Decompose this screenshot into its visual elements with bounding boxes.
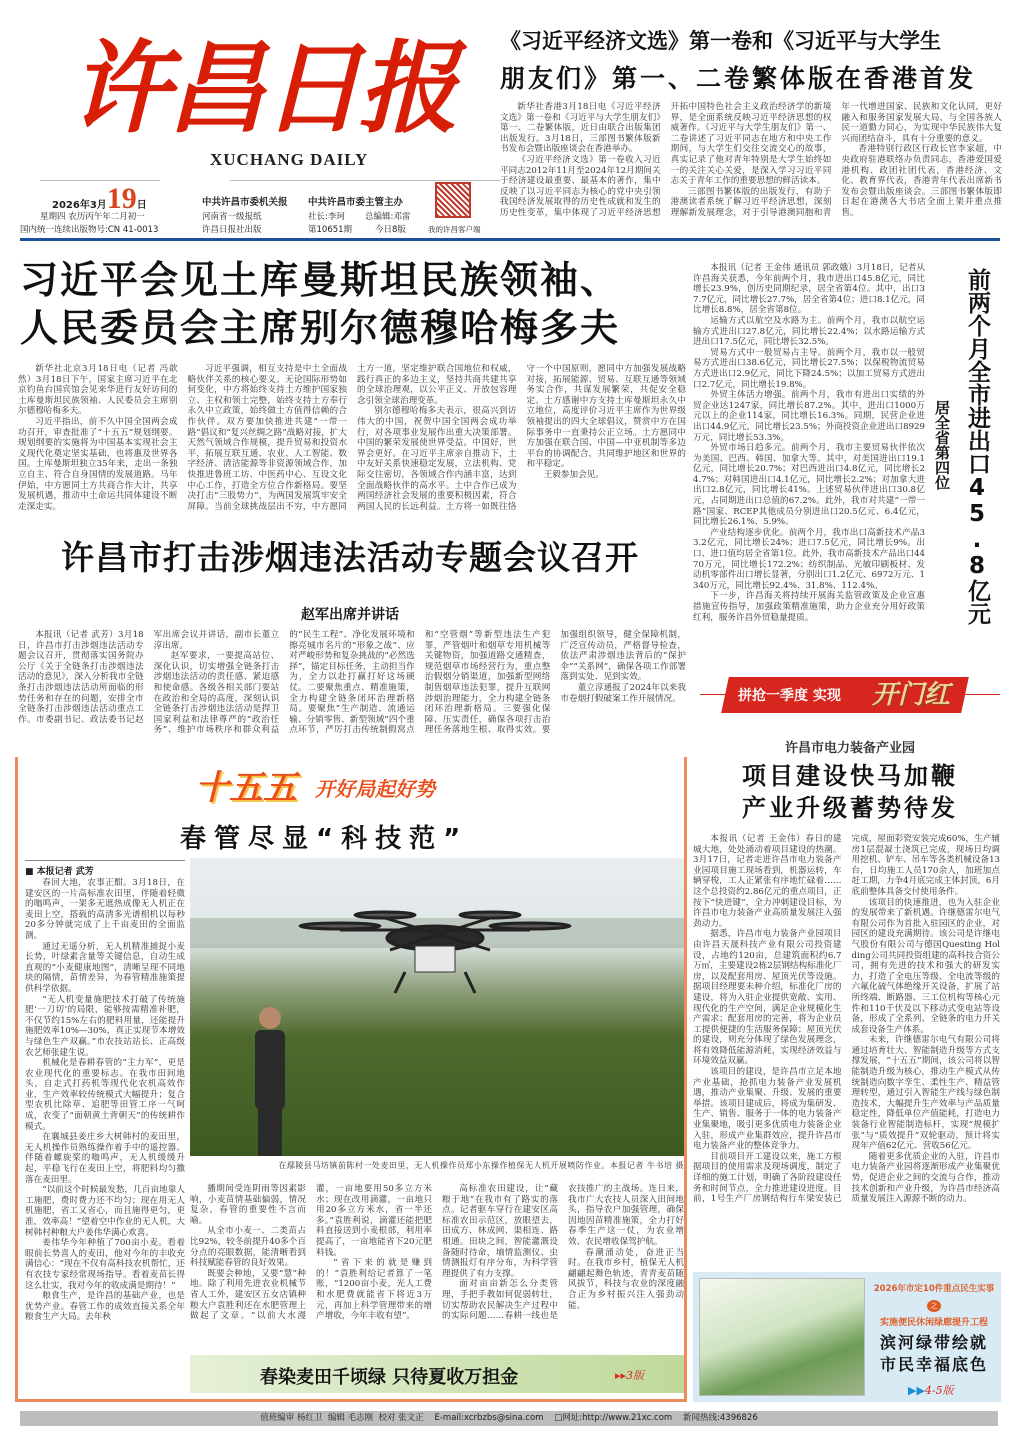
- org-level: 河南省一级报纸: [202, 212, 262, 222]
- masthead-rule: [20, 238, 1000, 241]
- paragraph: 既要会种地，又要“慧”种地。除了利用先进农业机械节省人工外，建安区五女店镇种粮大户袁胜利还在水肥管理上做起了文章。“以前大水漫灌，一亩地要用50多立方米水；现在改用滴灌，一亩地只用20多立方米水，省一半还多。”袁胜利说，滴灌还能把肥料直接送到小麦根部，利用率提高了，一亩地能省下20元肥料钱。: [190, 1184, 432, 1322]
- paragraph: 姜伟华今年种植了700亩小麦。看着眼前长势喜人的麦田，他对今年的丰收充满信心：“现在不仅有高科技农机帮忙，还有农技专家经常现场指导。看着麦苗长得这么壮实，我对今年的收成满是期待！”: [25, 1238, 185, 1291]
- paragraph: 新华社北京3月18日电（记者 冯歆然）3月18日下午，国家主席习近平在北京钓鱼台国宾馆会见来华进行友好访问的土库曼斯坦民族领袖、人民委员会主席别尔德穆哈梅多夫。: [18, 364, 178, 417]
- photo-caption: 在鄢陵县马坊镇前陈村一处麦田里，无人机操作员郑小东操作植保无人机开展喷防作业。本报记者 牛书培 摄: [278, 1161, 684, 1170]
- paragraph: 高标准农田建设，让“藏粮于地”在我市有了路实的落点。记者驱车穿行在建安区高标准农田示范区，放眼望去，田成方、林成网、渠相连、路相通。田块之间，智能灌溉设备随时待命，墒情监测仪、虫情测报灯有序分布，为科学管理提供了有力支撑。: [442, 1184, 558, 1279]
- headline-line: 人民委员会主席别尔德穆哈梅多夫: [20, 306, 621, 350]
- trade-story-headline[interactable]: 前两个月全市进出口45.8亿元: [964, 268, 990, 625]
- paragraph: 在襄城县姜庄乡大树韩村的麦田里，无人机操作员熟练操作着手中的遥控器。伴随着螺旋桨的嗡鸣声，无人机缓缓升起，平稳飞行在麦田上空，将肥料均匀撒落在麦田里。: [25, 1132, 185, 1185]
- paragraph: 香港特别行政区行政长官李家超，中央政府驻港联络办负责同志，香港爱国爱港机构、政团社团代表，香港经济、文化、教育界代表，香港青年代表出席新书发布会暨出版座谈会。三部图书繁体版即日起在港澳各大书店全面上架并重点推售。: [841, 144, 1002, 218]
- paragraph: 未来，许继德雷尔电气有限公司将通过培育壮大、智能制造升级等方式支撑发展，“十五五”期间，该公司将以智能制造升级为核心，推动生产模式从传统制造向数字孪生、柔性生产、精益管理转型，通过引入智能生产线与绿色制造技术，大幅提升生产效率与产品质量稳定性，降低单位产值能耗，打造电力装备行业智能制造标杆，实现“规模扩张”与“质效提升”双轮驱动，预计将实现年产值62亿元、营收56亿元。: [851, 1035, 1000, 1152]
- promo-page-ref: ▶▶4-5版: [908, 1384, 954, 1397]
- banner-slogan: 开好局起好势: [315, 777, 435, 801]
- promo-line2: 实施便民休闲绿廊提升工程: [879, 1318, 988, 1328]
- paragraph: 外贸市场日趋多元。前两个月，我市主要贸易伙伴依次为美国、巴西、韩国、加拿大等。其中，对美国进出口19.1亿元，同比增长20.7%；对巴西进出口4.8亿元，同比增长24.7%；对韩国进出口4.1亿元，同比增长2.2%；对加拿大进出口2.8亿元，同比增长41%。上述贸易伙伴进出口30.8亿元，占同期进出口总值的67.2%。此外，我市对共建“一带一路”国家、RCEP其他成员分别进出口20.5亿元、6.4亿元，同比增长26.1%、5.9%。: [693, 443, 925, 528]
- promo-connector: 之: [927, 1300, 941, 1312]
- drone-icon: [190, 858, 684, 1156]
- footer-bar: 值班编审 杨红卫 编辑 毛志刚 校对 张文正 E-mail:xcrbzbs@sina.com □网址:http://www.21xc.com 新闻热线:4396826: [20, 1411, 998, 1426]
- date-prefix: 2026年3月: [52, 200, 107, 211]
- tobacco-story-body: [18, 630, 686, 736]
- paragraph: 下一步，许昌海关将持续开展海关监管政策及企业宣惠措施宣传指导，加强政策精准施策，助力企业充分用好政策红利，服务许昌外贸稳量提质。: [693, 591, 925, 623]
- continued-story-title: 春染麦田千顷绿 只待夏收万担金: [260, 1367, 519, 1388]
- paragraph: 目前项目开工建设以来，施工方根据项目的使用需求及现场调度，制定了详细的施工计划，明确了各阶段建设任务和时间节点，全力推进建设进度。目前，1号生产厂房钢结构行车梁安装已完成，屋面彩瓷安装完成60%，生产辅房1层混凝土浇筑已完成，现场日均调用挖机、铲车、吊车等各类机械设备13台，日均施工人员170余人，加班加点赶工期，力争4月底完成主体封顶，6月底前整体具备交付使用条件。: [693, 834, 1000, 1205]
- byline-text: 本报记者 武芳: [36, 867, 94, 877]
- trade-story-subtitle: 居全省第四位: [933, 400, 951, 490]
- continued-story-link[interactable]: [190, 1355, 684, 1393]
- paragraph: 外贸主体活力增强。前两个月，我市有进出口实绩的外贸企业达1247家，同比增长87.2%。其中，进出口1000万元以上的企业114家，同比增长16.3%。同期，民营企业进出口44.9亿元，同比增长23.5%；外商投资企业进出口8929万元，同比增长53.3%。: [693, 390, 925, 443]
- paragraph: 随着更多优质企业的入驻，许昌市电力装备产业园将逐渐形成产业集聚优势，促进企业之间的交流与合作，推动技术创新和产业升级，为许昌市经济高质量发展注入源源不断的动力。: [851, 1151, 1000, 1205]
- promo-box[interactable]: [693, 1272, 1001, 1402]
- org-publisher: 许昌日报社出版: [202, 225, 262, 235]
- cn-number: 国内统一连续出版物号:CN 41-0013: [20, 225, 159, 235]
- trade-story-body: [693, 263, 925, 623]
- paragraph: “以前这个时候最发愁，几百亩地靠人工施肥，费时费力还不均匀；现在用无人机施肥，省工又省心，而且施得更匀，更准，效率高！”望着空中作业的无人机，大树韩村种粮大户姜伟华满心欢喜。: [25, 1185, 185, 1238]
- paragraph: 新华社香港3月18日电《习近平经济文选》第一卷和《习近平与大学生朋友们》第一、二卷繁体版，近日由联合出版集团出版发行。3月18日，三部图书繁体版新书发布会暨出版座谈会在香港举办。: [500, 102, 661, 155]
- date-suffix: 日: [136, 200, 147, 211]
- page-count: 今日8版: [375, 225, 406, 235]
- paragraph: 春回大地，农事正酣。3月18日，在建安区的一片高标准农田里，伴随着轻微的嗡鸣声，一架多无遮热成像无人机正在麦田上空，搭载的高清多光谱相机以每秒20多分钟就完成了上千亩麦田的全面监测。: [25, 878, 185, 941]
- qr-code-icon[interactable]: [435, 182, 471, 218]
- paragraph: 习近平指出，前不久中国全国两会成功召开，审查批准了“十五五”规划纲要。规划纲要的实施将为中国基本实现社会主义现代化奠定坚实基础，也将惠及世界各国。土库曼斯坦独立35年来，走出一条独立自主、符合自身国情的发展道路。马年伊始，中方愿同土方共商合作大计，共享发展机遇，推动中土命运共同体建设不断走深走实。: [18, 416, 178, 512]
- sponsor: 中共许昌市委主管主办: [308, 197, 404, 208]
- banner-fifteen-five: 十五五: [195, 768, 297, 808]
- promo-title-line: 滨河绿带绘就: [879, 1333, 988, 1352]
- page-ref: ▸▸3版: [615, 1369, 645, 1382]
- top-story-body: [500, 102, 1002, 219]
- masthead-english: XUCHANG DAILY: [210, 150, 369, 169]
- paragraph: “省下来的就是赚到的！”袁胜利给记者算了一笔账，“1200亩小麦，光人工费和水肥费就能省下将近3万元，再加上科学管理带来的增产增收，今年丰收有望”。: [316, 1258, 432, 1322]
- paragraph: 春潮涌动处，奋进正当时。在我市乡村，植保无人机翩翩起舞色轨迹，青青麦苗随风拔节，科技与农业的深度融合正为乡村振兴注入强劲动能。: [568, 1247, 684, 1311]
- paragraph: 该项目的快速推进，也为入驻企业的发展带来了新机遇。许继德雷尔电气有限公司作为首批入驻园区的企业，对园区的建设充满期待。该公司是许继电气股份有限公司与德国Questing Holding公司共同投资组建的高科技合资公司，拥有先进的技术和强大的研发实力，打造了全电压等级、全电流等级的六氟化硫气体绝缘开关设备，扩展了站所终端、断路器、三工位机构等核心元件和110千伏及以下移动式变电站等设备，形成了全系列、全链条的电力开关成套设备生产体系。: [851, 897, 1000, 1035]
- president: 社长:李珂: [308, 212, 345, 222]
- org-party: 中共许昌市委机关报: [202, 197, 288, 208]
- paragraph: 产业结构逐步优化。前两个月，我市出口高新技术产品33.2亿元，同比增长24%；进口7.5亿元，同比增长9%。出口、进口值均居全省第1位。此外，我市高新技术产品出口4470万元，同比增长172.2%；纺织制品、光敏印刷板材、发动机零部件出口增长显著，分别出口1.2亿元、6972万元、1340万元，同比增长92.4%、31.8%、112.4%。: [693, 527, 925, 591]
- paragraph: 三部图书繁体版的出版发行，有助于港澳读者系统了解习近平经济思想，深刻理解新发展理念，对于引导港澳同胞和青年一代增进国家、民族和文化认同，更好融入和服务国家发展大局，与全国各族人民一道勠力同心，为实现中华民族伟大复兴而团结奋斗，具有十分重要的意义。: [670, 102, 1002, 218]
- date-day: 19: [106, 182, 137, 215]
- paragraph: 贸易方式中一般贸易占主导。前两个月，我市以一般贸易方式进出口38.6亿元，同比增长27.5%；以保税物流贸易方式进出口2.9亿元，同比下降24.5%；以加工贸易方式进出口2.7亿元，同比增长19.8%。: [693, 347, 925, 390]
- feature-headline[interactable]: 春管尽显“科技范”: [180, 824, 469, 854]
- headline-line: 习近平会见土库曼斯坦民族领袖、: [20, 258, 621, 302]
- banner-text: 拼抢一季度 实现: [738, 688, 841, 704]
- main-story-body: [18, 364, 686, 512]
- paragraph: 通过无遥分析，无人机精准捕捉小麦长势，叶绿素含量等关键信息，自动生成直观的“小麦健康地图”，清晰呈现不同地块的隔情，苗情差异，为春管精准施策提供科学依据。: [25, 941, 185, 994]
- paragraph: 播期间受连阴雨等因素影响，小麦苗情基础偏弱，情况复杂，春管的重要性不言而喻。: [190, 1184, 306, 1226]
- paragraph: 董立淳通报了2024年以来我市卷烟打假破案工作开展情况。: [560, 682, 686, 704]
- paragraph: 该项目的建设，是许昌市立足本地产业基础，抢抓电力装备产业发展机遇，推动产业集聚、升级、发展的重要举措。该项目建成后，将成为集研发、生产、销售、服务于一体的电力装备产业集聚地，吸引更多优质电力装备企业入驻，形成产业集群效应，提升许昌市电力装备产业的整体竞争力。: [693, 1067, 842, 1152]
- power-story-body: [693, 834, 1000, 1205]
- paragraph: 赵军要求，一要提高站位、深化认识，切实增强全链条打击涉烟违法活动的责任感、紧迫感和使命感。各级各相关部门要站在政治和全局的高度，深刻认识全链条打击涉烟违法活动是捍卫国家利益和法律尊严的“政治任务”、维护市场秩序和群众利益的“民生工程”、净化发展环境和擦亮城市名片的“形象之战”、应对严峻形势和复杂挑战的“必然选择”，锚定目标任务，主动担当作为，全力以赴打赢打好这场硬仗。二要聚焦重点、精准施策，全力构建全链条闭环治理新格局。要聚焦“生产制造、流通运输、分销零售、新型领域”四个重点环节，严厉打击传统制假窝点和“空管烟”等新型违法生产犯罪，严管烟叶和烟草专用机械等关键物资，加强道路交通精查，规范烟草市场经营行为，重点整治假烟分销渠道，加强新型网络制售烟草违法犯罪，提升互联网涉烟治理能力，全力构建全链条闭环治理新格局。三要强化保障、压实责任，确保各项打击治理任务落地生根、取得实效。要加强组织领导，健全保障机制，广泛宣传动员，严格督导检查，依法严肃涉烟违法背后的“保护伞”“关系网”，确保各项工作部署落到实处、见到实效。: [153, 630, 686, 736]
- power-story-headline[interactable]: [690, 760, 1010, 824]
- weekday-lunar: 星期四 农历丙午年二月初一: [40, 212, 145, 222]
- top-story-headline[interactable]: [500, 22, 1010, 98]
- issue-number: 第10651期: [308, 225, 353, 235]
- qr-label: 我的许昌客户端: [428, 225, 481, 234]
- paragraph: 本报讯（记者 王金伟 通讯员 郭政娥）3月18日，记者从许昌海关获悉，今年前两个月，我市进出口45.8亿元，同比增长23.9%，创历史同期纪录，居全省第4位。其中，出口37.7亿元，同比增长27.7%，居全省第4位；进口8.1亿元，同比增长8.8%，居全省第8位。: [693, 263, 925, 316]
- paragraph: “无人机变量施肥技术打破了传统施肥‘一刀切’的局限，能够按需精准补肥，不仅节约15%左右的肥料用量，还能提升施肥效率10%—30%，真正实现节本增效与绿色生产双赢。”市农技站站长、正高级农艺师张建生说。: [25, 994, 185, 1058]
- chief-editor: 总编辑:邓雷: [365, 212, 411, 222]
- paragraph: 本报讯（记者 武芳）3月18日，许昌市打击涉烟违法活动专题会议召开，贯彻落实国务院办公厅《关于全链条打击涉烟违法活动的意见》，深入分析我市全链条打击涉烟违法活动所面临的形势任务和存在的问题，安排全市全链条打击涉烟违法活动重点工作。市委副书记、政法委书记赵军出席会议并讲话，副市长董立淳出席。: [18, 630, 280, 725]
- headline-line: 《习近平经济文选》第一卷和《习近平与大学生: [500, 29, 941, 53]
- paragraph: 据悉，许昌市电力装备产业园项目由许昌天晟科技产业有限公司投资建设，占地约120亩，总建筑面积约6.7万㎡，主要建设2栋2层钢结构标准化厂房，以及配套用房、屋顶光伏等设施。据项目经理要未种介绍，标准化厂房的建设，将为入驻企业提供宽敞、实用、现代化的生产空间，满足企业规模化生产需求；配套用房的完善，将为企业员工提供便捷的生活服务保障；屋顶光伏的建设，则充分体现了绿色发展理念，将有效降低能源消耗，实现经济效益与环境效益双赢。: [693, 929, 842, 1067]
- power-story-kicker: 许昌市电力装备产业园: [784, 741, 915, 756]
- promo-line1: 2026年市定10件重点民生实事: [873, 1284, 995, 1294]
- promo-title-line: 市民幸福底色: [879, 1355, 988, 1374]
- feature-banner: [195, 760, 485, 806]
- promo-title: [867, 1332, 1001, 1376]
- drone-wheat-field-photo: [190, 858, 684, 1156]
- paragraph: 别尔德穆哈梅多夫表示，很高兴到访伟大的中国，祝贺中国全国两会成功举行，对各项事业发展作出重大决策部署。中国的繁荣发展使世界受益。中国好，世界会更好。在习近平主席亲自推动下，土中友好关系快速稳定发展，立法机构、党际交往密切，各领域合作内涵丰富，达到全面战略伙伴的高水平。土中合作已成为两国经济社会发展的重要积极因素，符合两国人民的长远利益。土方将一如既往恪守一个中国原则，愿同中方加强发展战略对接，拓展能源、贸易、互联互通等领域务实合作，共谋发展繁荣，共促安全稳定。土方感谢中方支持土库曼斯坦永久中立地位，高度评价习近平主席作为世界级领袖提出的四大全球倡议，赞赏中方在国际事务中一直秉持公正立场。土方愿同中方加强在联合国、中国—中亚机制等多边平台的协调配合，共同维护地区和世界的和平稳定。: [357, 364, 686, 512]
- masthead-info: [20, 180, 500, 235]
- paragraph: 机械化是春耕春管的“主力军”，更是农业现代化的重要标志。在我市田间地头，自走式打药机等现代化农机高效作业，生产效率较传统模式大幅提升；复合型农机比除草、追肥等田管工序一气呵成，农变了“面朝黄土背朝天”的传统耕作模式。: [25, 1058, 185, 1132]
- promo-page-ref-text: 4-5版: [924, 1384, 954, 1397]
- headline-line: 朋友们》第一、二卷繁体版在香港首发: [500, 64, 977, 93]
- paragraph: 从全市小麦一、二类苗占比92%，较冬前提升40多个百分点的亮眼数据，能清晰看到科技赋能春管的良好效果。: [190, 1226, 306, 1269]
- paragraph: 粮食生产，是许昌的基础产业，也是优势产业。春管工作的成效直接关系全年粮食生产大局。去年秋: [25, 1291, 185, 1323]
- feature-byline: ■ 本报记者 武芳: [25, 860, 185, 877]
- feature-left-body: [25, 878, 185, 1323]
- feature-bottom-body: [190, 1184, 684, 1322]
- banner-script: 开门红: [872, 680, 951, 710]
- masthead-logo: 许昌日报: [70, 29, 454, 147]
- paragraph: 习近平强调，相互支持是中土全面战略伙伴关系的核心要义。无论国际形势如何变化，中方将始终支持土方维护国家独立、主权和领土完整，始终支持土方奉行永久中立政策，始终做土方值得信赖的合作伙伴。双方要加快推进共建“一带一路”倡议和“复兴丝绸之路”战略对接，扩大天然气领域合作规模，提升贸易和投资水平，拓展互联互通、农业、人工智能、数字经济、清洁能源等非资源领域合作，加快推进鲁班工坊、中医药中心、互设文化中心工作，打造全方位合作新格局。要坚决打击“三股势力”，为两国发展筑牢安全屏障。当前全球挑战层出不穷，中方愿同土方一道，坚定维护联合国地位和权威，践行真正的多边主义，坚持共商共建共享的全球治理观，以公平正义、开放包容理念引领全球治理变革。: [187, 364, 517, 512]
- page-ref-text: 3版: [626, 1369, 645, 1382]
- main-story-headline[interactable]: [20, 256, 690, 352]
- headline-line: 项目建设快马加鞭: [742, 762, 958, 790]
- headline-line: 产业升级蓄势待发: [742, 794, 958, 822]
- paragraph: 本报讯（记者 王金伟）春日的建城大地，处处涌动着项目建设的热潮。3月17日，记者走进许昌市电力装备产业园项目施工现场看到，机器运转，车辆穿梭，工人正紧张有序地忙碌着……这个总投资约2.86亿元的重点项目，正按下“快进键”，全力冲刺建设目标，为许昌市电力装备产业高质量发展注入强劲动力。: [693, 834, 842, 929]
- tobacco-story-subtitle: 赵军出席并讲话: [301, 607, 399, 623]
- paragraph: 《习近平经济文选》第一卷收入习近平同志2012年11月至2024年12月期间关于经济建设最重要、最基本的著作，集中反映了以习近平同志为核心的党中央引领我国经济发展取得的历史性成就和发生的历史性变革，集中体现了习近平经济思想开拓中国特色社会主义政治经济学的新境界，是全面系统反映习近平经济思想的权威著作。《习近平与大学生朋友们》第一、二卷讲述了习近平同志在地方和中央工作期间，与大学生们交往交流交心的故事，真实记录了他对青年特别是大学生始终如一的关注关心关爱，是深入学习习近平同志关于青年工作的重要思想的鲜活读本。: [500, 102, 832, 218]
- paragraph: 王毅参加会见。: [543, 469, 604, 480]
- promo-page-thumbnail: [699, 1278, 865, 1396]
- tobacco-story-headline[interactable]: 许昌市打击涉烟违法活动专题会议召开: [61, 538, 639, 577]
- paragraph: 面对亩亩新怎么分类管理，手把手教如何促弱转壮，切实帮助农民解决生产过程中的实际问题……春耕一线也是农技推广的主战场。连日来，我市广大农技人员深入田间地头，指导农户加强管理，确保因地因苗精准施策，全力打好春季生产这一仗，为农业增效、农民增收保驾护航。: [442, 1184, 684, 1322]
- paragraph: 运输方式以航空及水路为主。前两个月，我市以航空运输方式进出口27.8亿元，同比增长22.4%；以水路运输方式进出口17.5亿元，同比增长32.5%。: [693, 315, 925, 348]
